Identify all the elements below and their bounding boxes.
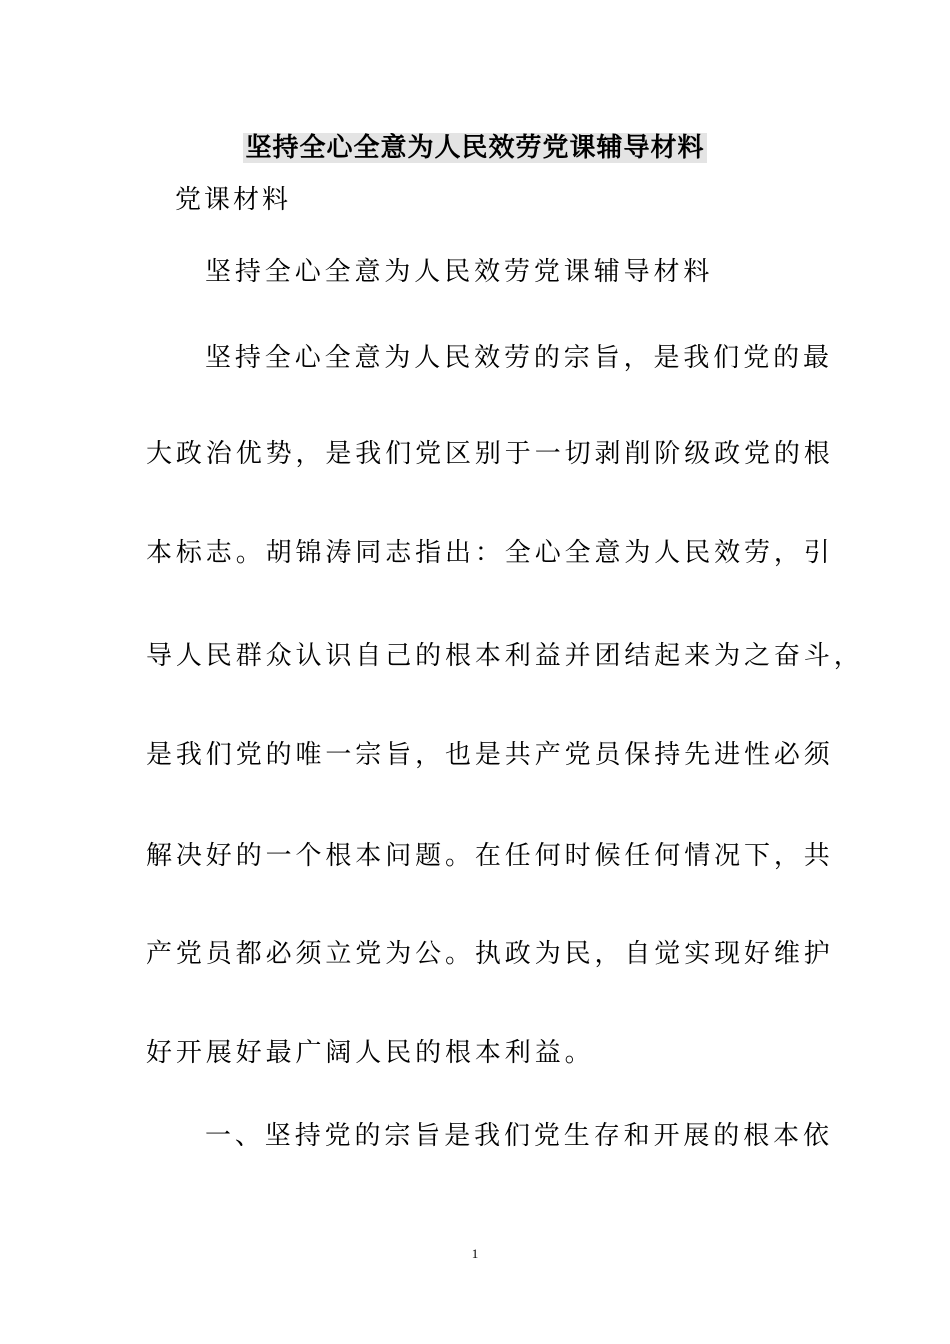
paragraph-line: 是我们党的唯一宗旨，也是共产党员保持先进性必须 — [146, 740, 834, 770]
paragraph-line: 解决好的一个根本问题。在任何时候任何情况下，共 — [146, 841, 834, 871]
paragraph-line: 导人民群众认识自己的根本利益并团结起来为之奋斗， — [146, 641, 864, 671]
category-label: 党课材料 — [175, 185, 292, 215]
paragraph-line: 好开展好最广阔人民的根本利益。 — [146, 1038, 595, 1068]
page-number: 1 — [471, 1246, 479, 1261]
paragraph-line: 坚持全心全意为人民效劳的宗旨，是我们党的最 — [205, 343, 833, 373]
paragraph-line: 本标志。胡锦涛同志指出：全心全意为人民效劳，引 — [146, 538, 834, 568]
page-title — [0, 128, 950, 168]
page-title-text: 坚持全心全意为人民效劳党课辅导材料 — [245, 133, 705, 163]
paragraph-line: 大政治优势，是我们党区别于一切剥削阶级政党的根 — [146, 439, 834, 469]
section-heading-line: 一、坚持党的宗旨是我们党生存和开展的根本依 — [205, 1121, 833, 1151]
paragraph-line: 产党员都必须立党为公。执政为民，自觉实现好维护 — [146, 939, 834, 969]
subtitle-line: 坚持全心全意为人民效劳党课辅导材料 — [205, 257, 714, 287]
